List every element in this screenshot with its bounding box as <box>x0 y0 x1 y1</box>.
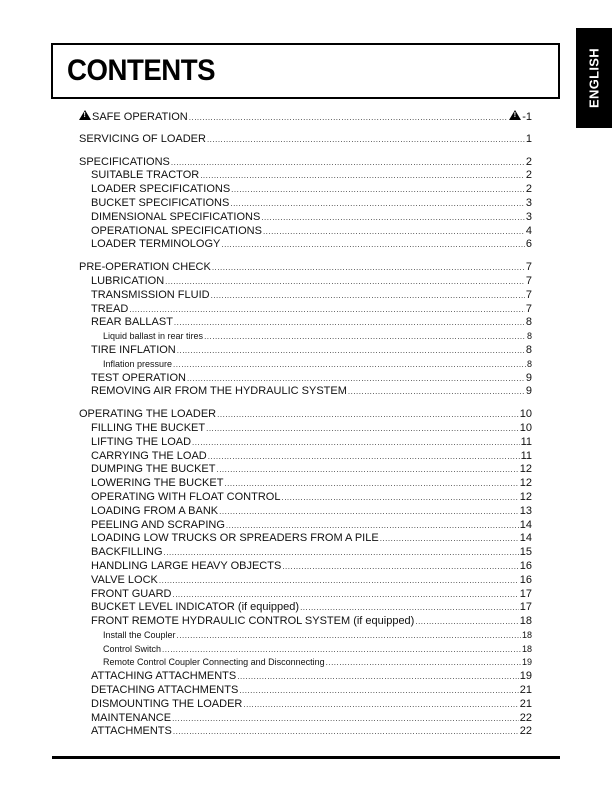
dot-leader <box>281 491 518 505</box>
toc-entry-label: LOADING FROM A BANK <box>91 504 219 517</box>
toc-entry[interactable] <box>79 588 532 602</box>
toc-entry-page: 11 <box>520 435 532 448</box>
toc-entry[interactable] <box>79 344 532 358</box>
toc-entry-label: FRONT REMOTE HYDRAULIC CONTROL SYSTEM (if equipped) <box>91 615 415 628</box>
toc-entry[interactable] <box>79 574 532 588</box>
dot-leader <box>174 316 525 330</box>
toc-entry-page: 12 <box>519 463 532 476</box>
dot-leader <box>159 574 519 588</box>
toc-entry-label: Control Switch <box>103 643 162 654</box>
dot-leader <box>129 303 525 317</box>
dot-leader <box>172 588 518 602</box>
toc-entry-label: FRONT GUARD <box>91 587 172 600</box>
dot-leader <box>216 463 518 477</box>
toc-entry-label: ATTACHMENTS <box>91 725 172 738</box>
toc-entry[interactable] <box>79 110 532 124</box>
toc-entry-label: LUBRICATION <box>91 274 165 287</box>
toc-entry[interactable] <box>79 330 532 344</box>
footer-rule <box>52 756 560 759</box>
toc-entry-label: DIMENSIONAL SPECIFICATIONS <box>91 210 261 223</box>
toc-entry[interactable] <box>79 358 532 372</box>
dot-leader <box>206 422 519 436</box>
toc-entry-label: TREAD <box>91 302 129 315</box>
dot-leader <box>239 684 518 698</box>
toc-entry[interactable] <box>79 183 532 197</box>
toc-entry[interactable] <box>79 289 532 303</box>
toc-entry[interactable] <box>79 316 532 330</box>
dot-leader <box>243 698 518 712</box>
toc-entry[interactable] <box>79 560 532 574</box>
toc-entry-page: 2 <box>525 155 532 168</box>
toc-entry-page: 15 <box>519 546 532 559</box>
toc-entry-page: 12 <box>519 490 532 503</box>
toc-entry-label: HANDLING LARGE HEAVY OBJECTS <box>91 559 282 572</box>
toc-entry[interactable] <box>79 546 532 560</box>
toc-entry-label: PRE-OPERATION CHECK <box>79 261 211 274</box>
dot-leader <box>165 275 525 289</box>
toc-entry-label: DUMPING THE BUCKET <box>91 463 216 476</box>
toc-entry-page: 14 <box>519 532 532 545</box>
dot-leader <box>217 408 519 422</box>
toc-entry-page: 7 <box>525 274 532 287</box>
toc-entry-label: ATTACHING ATTACHMENTS <box>91 670 237 683</box>
dot-leader <box>173 358 526 372</box>
toc-entry-label: SPECIFICATIONS <box>79 155 170 168</box>
toc-entry-label: LOADER SPECIFICATIONS <box>91 183 231 196</box>
toc-entry[interactable] <box>79 463 532 477</box>
dot-leader <box>224 477 518 491</box>
toc-entry-label: LIFTING THE LOAD <box>91 435 192 448</box>
toc-entry-label: SAFE OPERATION <box>92 111 188 123</box>
toc-entry[interactable] <box>79 712 532 726</box>
toc-entry-page: 4 <box>525 224 532 237</box>
dot-leader <box>192 436 520 450</box>
toc-entry-page: 1 <box>525 132 532 145</box>
page-title: CONTENTS <box>67 54 216 87</box>
dot-leader <box>415 615 518 629</box>
toc-entry[interactable] <box>79 450 532 464</box>
toc-entry-label: PEELING AND SCRAPING <box>91 518 225 531</box>
toc-entry-page: 3 <box>525 210 532 223</box>
toc-entry[interactable] <box>79 169 532 183</box>
toc-entry[interactable] <box>79 505 532 519</box>
toc-entry[interactable] <box>79 303 532 317</box>
dot-leader <box>326 656 521 670</box>
dot-leader <box>173 725 519 739</box>
toc-entry-page: 18 <box>519 615 532 628</box>
toc-entry-page: 12 <box>519 477 532 490</box>
toc-entry-page: 8 <box>525 316 532 329</box>
toc-entry-page: 2 <box>525 183 532 196</box>
toc-entry-label: Remote Control Coupler Connecting and Disconnecting <box>103 657 325 668</box>
toc-entry-label: LOADING LOW TRUCKS OR SPREADERS FROM A PILE <box>91 532 379 545</box>
dot-leader <box>172 712 519 726</box>
dot-leader <box>207 133 525 147</box>
toc-entry[interactable] <box>79 601 532 615</box>
toc-entry-label: REAR BALLAST <box>91 316 173 329</box>
dot-leader <box>231 183 525 197</box>
toc-entry-label: Install the Coupler <box>103 629 176 640</box>
toc-entry[interactable] <box>79 643 532 657</box>
toc-entry[interactable] <box>79 725 532 739</box>
toc-entry-page: 22 <box>519 711 532 724</box>
toc-entry-label: SERVICING OF LOADER <box>79 132 206 145</box>
dot-leader <box>263 225 525 239</box>
dot-leader <box>187 372 525 386</box>
toc-entry-label: REMOVING AIR FROM THE HYDRAULIC SYSTEM <box>91 385 347 398</box>
toc-entry-label: BACKFILLING <box>91 546 163 559</box>
toc-entry-label: OPERATING WITH FLOAT CONTROL <box>91 490 281 503</box>
toc-entry-label: DETACHING ATTACHMENTS <box>91 684 239 697</box>
toc-entry[interactable] <box>79 532 532 546</box>
toc-entry[interactable] <box>79 670 532 684</box>
dot-leader <box>380 532 519 546</box>
toc-entry-label: LOADER TERMINOLOGY <box>91 238 221 251</box>
toc-entry[interactable] <box>79 133 532 147</box>
dot-leader <box>348 385 525 399</box>
dot-leader <box>164 546 519 560</box>
toc-entry[interactable] <box>79 211 532 225</box>
toc-entry-page: 6 <box>525 238 532 251</box>
toc-entry-label: TIRE INFLATION <box>91 343 176 356</box>
toc-entry[interactable] <box>79 422 532 436</box>
toc-entry-label: SUITABLE TRACTOR <box>91 169 200 182</box>
table-of-contents <box>79 110 532 739</box>
dot-leader <box>171 156 525 170</box>
toc-entry-page: 11 <box>520 449 532 462</box>
toc-entry[interactable] <box>79 225 532 239</box>
toc-entry-label: VALVE LOCK <box>91 573 158 586</box>
toc-entry-page: 8 <box>526 331 532 342</box>
toc-entry-page: 17 <box>519 587 532 600</box>
toc-entry[interactable] <box>79 656 532 670</box>
toc-entry[interactable] <box>79 519 532 533</box>
toc-entry[interactable] <box>79 477 532 491</box>
toc-entry[interactable] <box>79 615 532 629</box>
dot-leader <box>226 519 519 533</box>
toc-entry[interactable] <box>79 275 532 289</box>
toc-entry-page: 7 <box>525 261 532 274</box>
dot-leader <box>208 450 520 464</box>
toc-entry-label: CARRYING THE LOAD <box>91 449 207 462</box>
toc-entry-page: 7 <box>525 288 532 301</box>
toc-entry[interactable] <box>79 197 532 211</box>
toc-entry[interactable] <box>79 629 532 643</box>
toc-entry[interactable] <box>79 684 532 698</box>
dot-leader <box>211 289 525 303</box>
toc-entry-page: 21 <box>519 697 532 710</box>
toc-entry-page: 10 <box>519 421 532 434</box>
toc-entry-page: 17 <box>519 601 532 614</box>
dot-leader <box>177 629 521 643</box>
toc-entry[interactable] <box>79 408 532 422</box>
dot-leader <box>200 169 525 183</box>
dot-leader <box>230 197 525 211</box>
toc-entry[interactable] <box>79 238 532 252</box>
toc-entry-label: TEST OPERATION <box>91 371 186 384</box>
warning-triangle-icon <box>509 110 521 120</box>
dot-leader <box>282 560 518 574</box>
toc-entry[interactable] <box>79 372 532 386</box>
toc-entry-label: Inflation pressure <box>103 358 173 369</box>
toc-entry-label: OPERATIONAL SPECIFICATIONS <box>91 224 262 237</box>
dot-leader <box>219 505 519 519</box>
dot-leader <box>162 643 521 657</box>
toc-entry-label: BUCKET LEVEL INDICATOR (if equipped) <box>91 601 300 614</box>
toc-entry-label: TRANSMISSION FLUID <box>91 288 210 301</box>
toc-entry-page: 22 <box>519 725 532 738</box>
toc-entry-page: 19 <box>521 657 532 668</box>
toc-entry-page: 7 <box>525 302 532 315</box>
toc-entry-page: 9 <box>525 371 532 384</box>
toc-entry[interactable] <box>79 261 532 275</box>
toc-entry[interactable] <box>79 491 532 505</box>
warning-triangle-icon <box>79 110 91 120</box>
toc-entry-label: BUCKET SPECIFICATIONS <box>91 196 230 209</box>
toc-entry-page: 3 <box>525 196 532 209</box>
toc-entry-page: 18 <box>521 629 532 640</box>
toc-entry-page: 21 <box>519 684 532 697</box>
toc-entry-page: 19 <box>519 670 532 683</box>
toc-entry-page: 14 <box>519 518 532 531</box>
toc-entry[interactable] <box>79 436 532 450</box>
dot-leader <box>300 601 519 615</box>
toc-entry[interactable] <box>79 698 532 712</box>
toc-entry-page: 16 <box>519 573 532 586</box>
toc-entry-page: 10 <box>519 408 532 421</box>
dot-leader <box>237 670 519 684</box>
toc-entry-page: 13 <box>519 504 532 517</box>
toc-entry-label: Liquid ballast in rear tires <box>103 331 204 342</box>
toc-entry-page: 18 <box>521 643 532 654</box>
dot-leader <box>204 330 526 344</box>
dot-leader <box>221 238 524 252</box>
dot-leader <box>177 344 525 358</box>
toc-entry-page: 9 <box>525 385 532 398</box>
toc-entry-page: 8 <box>526 358 532 369</box>
toc-entry-label: LOWERING THE BUCKET <box>91 477 224 490</box>
dot-leader <box>212 261 525 275</box>
dot-leader <box>261 211 525 225</box>
toc-entry-page: 16 <box>519 559 532 572</box>
toc-entry-page: 2 <box>525 169 532 182</box>
toc-entry[interactable] <box>79 156 532 170</box>
title-box <box>51 43 560 99</box>
toc-entry[interactable] <box>79 385 532 399</box>
toc-entry-label: FILLING THE BUCKET <box>91 421 206 434</box>
language-tab <box>576 28 612 128</box>
language-tab-label: ENGLISH <box>586 48 602 108</box>
toc-entry-label: OPERATING THE LOADER <box>79 408 217 421</box>
toc-entry-label: DISMOUNTING THE LOADER <box>91 697 243 710</box>
toc-entry-label: MAINTENANCE <box>91 711 172 724</box>
toc-entry-page: -1 <box>522 111 532 123</box>
toc-entry-page: 8 <box>525 343 532 356</box>
dot-leader <box>189 111 508 125</box>
